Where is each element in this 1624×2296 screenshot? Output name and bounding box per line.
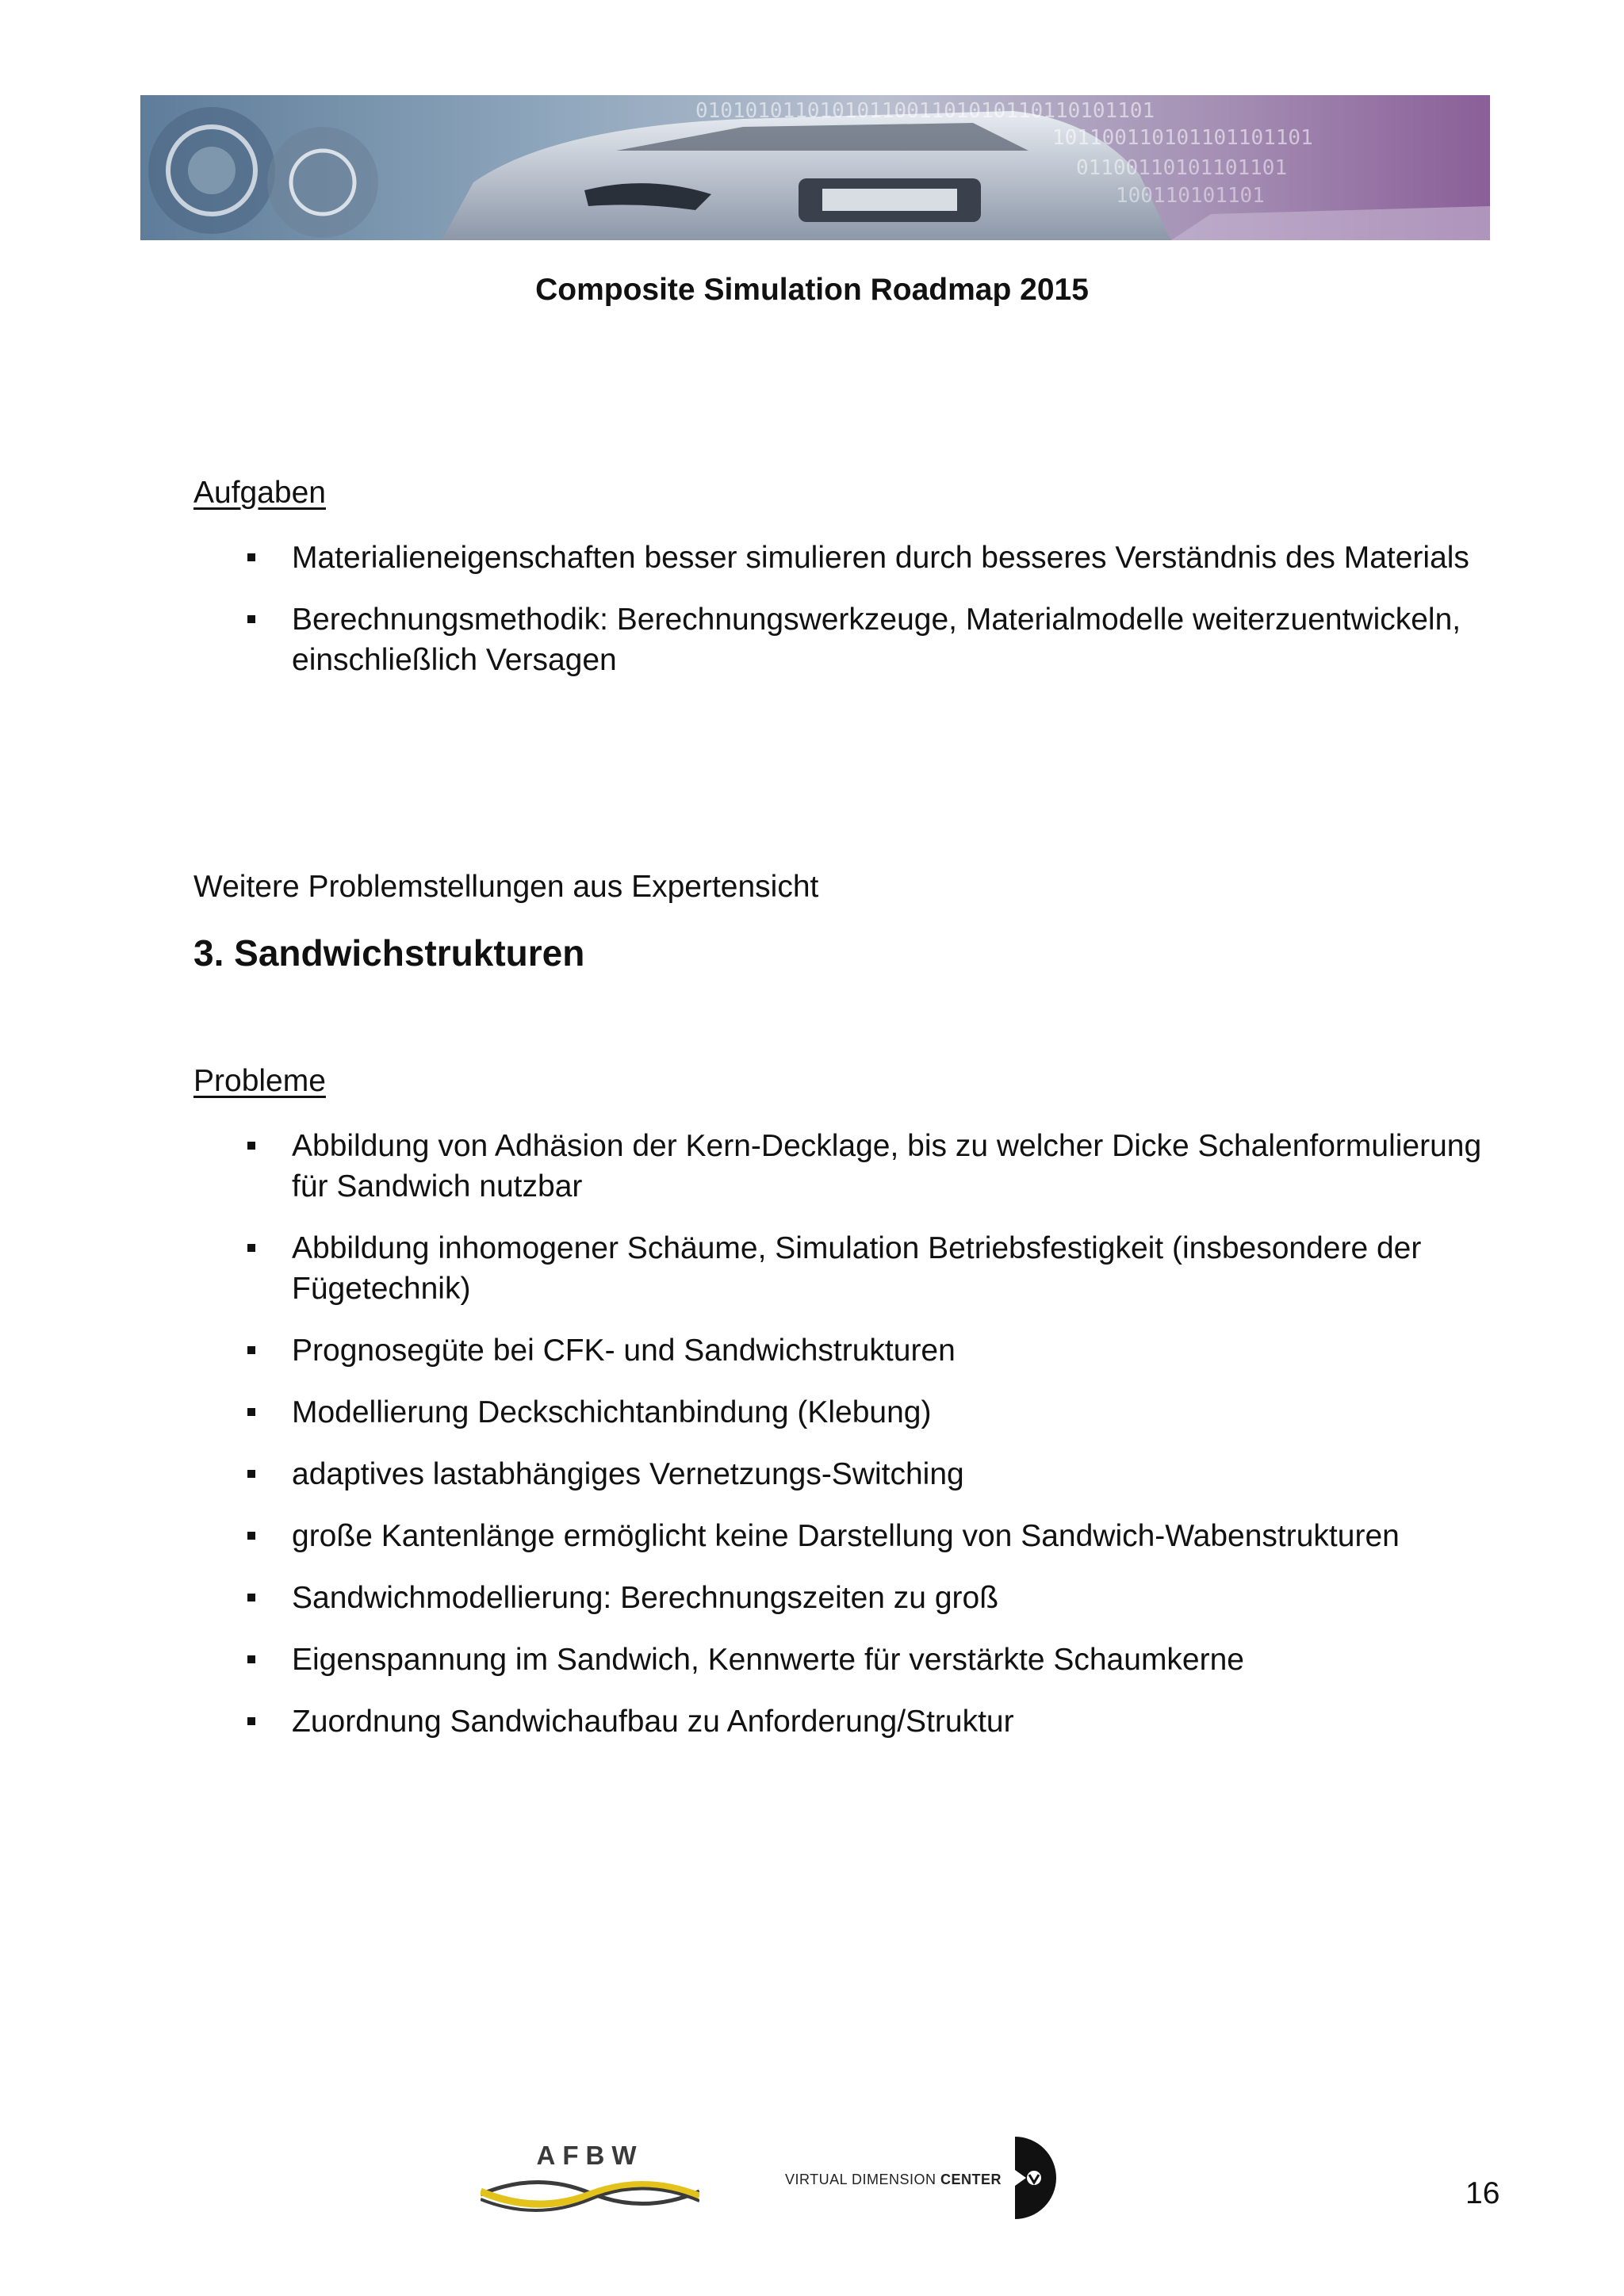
bullet-square-icon [247,1142,255,1150]
page-number: 16 [1465,2176,1500,2210]
bullet-square-icon [247,1244,255,1252]
header-banner-image [140,95,1490,240]
list-item: Abbildung von Adhäsion der Kern-Decklage, bis zu welcher Dicke Schalenformulierung für Sandwich nutzbar [0,1126,1507,1207]
list-item: Berechnungsmethodik: Berechnungswerkzeuge, Materialmodelle weiterzuentwickeln, einschließlich Versagen [0,599,1507,680]
bullet-square-icon [247,615,255,623]
probleme-label: Probleme [193,1064,326,1098]
list-item: Eigenspannung im Sandwich, Kennwerte für verstärkte Schaumkerne [0,1640,1507,1680]
svg-text:101100110101101101101: 101100110101101101101 [1052,126,1313,150]
bullet-square-icon [247,1594,255,1601]
bullet-square-icon [247,1346,255,1354]
list-item: Prognosegüte bei CFK- und Sandwichstrukturen [0,1330,1507,1371]
aufgaben-list [0,538,1507,702]
list-item: große Kantenlänge ermöglicht keine Darstellung von Sandwich-Wabenstrukturen [0,1516,1507,1556]
list-item: Zuordnung Sandwichaufbau zu Anforderung/Struktur [0,1701,1507,1742]
svg-text:100110101101: 100110101101 [1116,184,1265,208]
document-title: Composite Simulation Roadmap 2015 [535,273,1089,307]
list-item: adaptives lastabhängiges Vernetzungs-Switching [0,1454,1507,1494]
section-intro: Weitere Problemstellungen aus Expertensicht [193,870,819,904]
list-item: Materialieneigenschaften besser simulieren durch besseres Verständnis des Materials [0,538,1507,578]
section-heading: 3. Sandwichstrukturen [193,932,585,974]
vdc-half-disc-icon [1015,2137,1071,2220]
bullet-square-icon [247,1408,255,1416]
bullet-square-icon [247,1532,255,1540]
afbw-logo [481,2141,699,2220]
probleme-list [0,1126,1507,1763]
list-item: Modellierung Deckschichtanbindung (Klebung) [0,1392,1507,1433]
bullet-square-icon [247,1655,255,1663]
svg-text:010101011010101100110101011011: 0101010110101011001101010110110101101 [695,99,1155,123]
vdc-logo [785,2137,1071,2224]
svg-text:01100110101101101: 01100110101101101 [1076,156,1288,180]
bullet-square-icon [247,553,255,561]
bullet-square-icon [247,1470,255,1478]
vdc-logo-bold-text: CENTER [940,2172,1002,2187]
list-item: Sandwichmodellierung: Berechnungszeiten zu groß [0,1578,1507,1618]
bullet-square-icon [247,1717,255,1725]
afbw-wave-icon [481,2174,699,2214]
vdc-logo-text: VIRTUAL DIMENSION [785,2172,941,2187]
aufgaben-label: Aufgaben [193,476,326,510]
afbw-logo-text: AFBW [536,2141,644,2170]
car-banner-illustration [140,95,1490,240]
list-item: Abbildung inhomogener Schäume, Simulation Betriebsfestigkeit (insbesondere der Fügetechnik) [0,1228,1507,1309]
